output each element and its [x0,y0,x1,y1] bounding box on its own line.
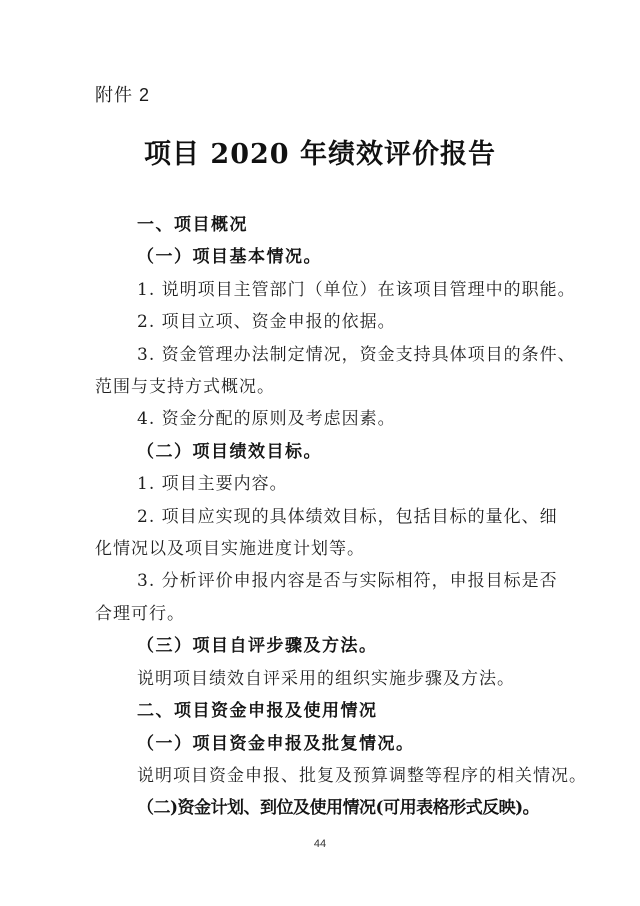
subsection-heading: （二）项目绩效目标。 [137,441,322,462]
paragraph-line: 化情况以及项目实施进度计划等。 [95,539,365,560]
paragraph-line: 范围与支持方式概况。 [95,377,275,398]
paragraph-line: 2. 项目应实现的具体绩效目标，包括目标的量化、细 [137,506,558,527]
subsection-heading: （三）项目自评步骤及方法。 [137,636,378,657]
paragraph-line: 说明项目绩效自评采用的组织实施步骤及方法。 [137,668,515,689]
paragraph-line: 说明项目资金申报、批复及预算调整等程序的相关情况。 [137,765,587,786]
document-body [95,209,587,825]
paragraph-line: 4. 资金分配的原则及考虑因素。 [137,409,396,430]
paragraph-line: 2. 项目立项、资金申报的依据。 [137,312,396,333]
paragraph-line: 3. 分析评价申报内容是否与实际相符，申报目标是否 [137,571,558,592]
page-number: 44 [313,838,327,850]
paragraph-line: 合理可行。 [95,603,185,624]
subsection-heading: （一）项目资金申报及批复情况。 [137,733,415,754]
attachment-label: 附件 2 [95,85,151,105]
paragraph-line: 1. 说明项目主管部门（单位）在该项目管理中的职能。 [137,279,576,300]
subsection-heading: （二)资金计划、到位及使用情况(可用表格形式反映)。 [137,798,540,819]
subsection-heading: （一）项目基本情况。 [137,247,322,268]
section-heading: 一、项目概况 [137,215,248,234]
page-title: 项目 2020 年绩效评价报告 [144,139,496,170]
paragraph-line: 3. 资金管理办法制定情况，资金支持具体项目的条件、 [137,344,576,365]
paragraph-line: 1. 项目主要内容。 [137,474,288,495]
section-heading: 二、项目资金申报及使用情况 [137,701,378,721]
